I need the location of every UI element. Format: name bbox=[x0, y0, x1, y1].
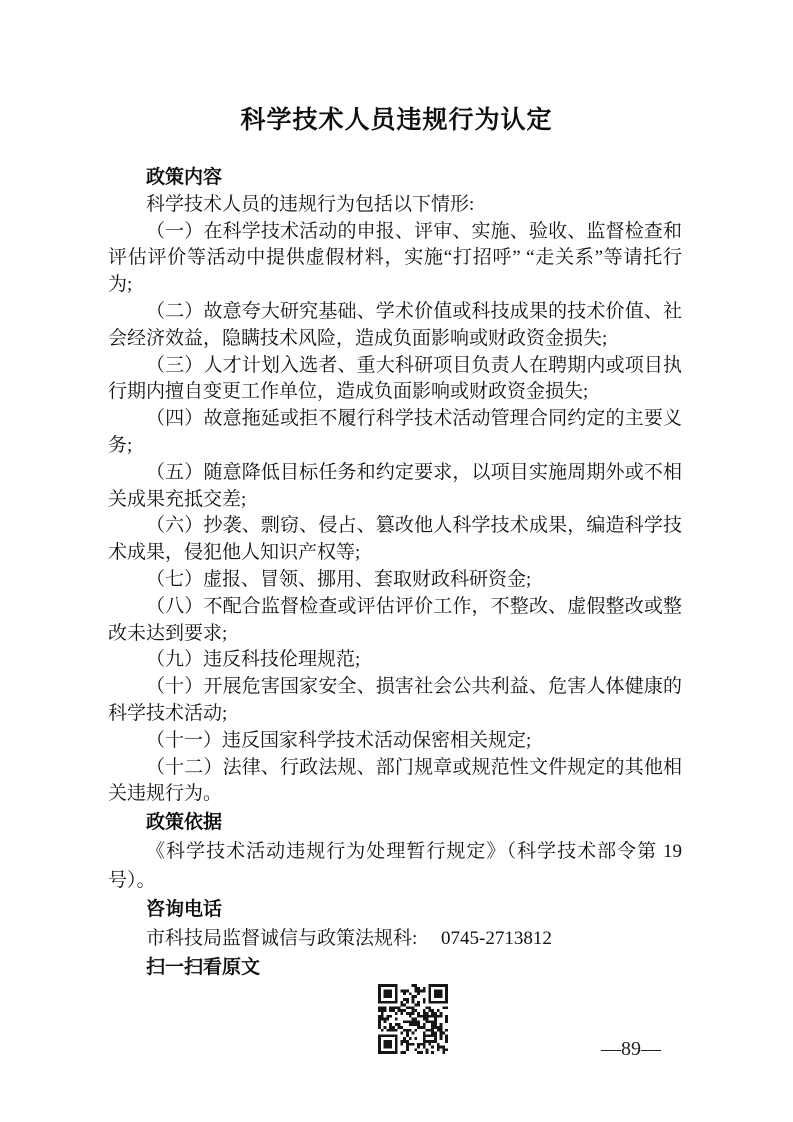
section-heading-policy-basis: 政策依据 bbox=[146, 812, 223, 834]
policy-item-2: （二）故意夸大研究基础、学术价值或科技成果的技术价值、社会经济效益，隐瞒技术风险，造成负面影响或财政资金损失; bbox=[108, 300, 682, 349]
section-heading-policy-content: 政策内容 bbox=[146, 167, 223, 188]
policy-item-1: （一）在科学技术活动的申报、评审、实施、验收、监督检查和评估评价等活动中提供虚假材料，实施“打招呼” “走关系”等请托行为; bbox=[108, 220, 682, 296]
policy-item-11: （十一）违反国家科学技术活动保密相关规定; bbox=[146, 729, 532, 751]
policy-item-7: （七）虚报、冒领、挪用、套取财政科研资金; bbox=[146, 568, 532, 590]
policy-basis-text: 《科学技术活动违规行为处理暂行规定》（科学技术部令第 19 号）。 bbox=[108, 841, 682, 892]
document-body bbox=[108, 165, 682, 1055]
policy-item-9: （九）违反科技伦理规范; bbox=[146, 649, 361, 671]
contact-phone-line: 市科技局监督诚信与政策法规科: 0745-2713812 bbox=[146, 928, 552, 950]
policy-item-5: （五）随意降低目标任务和约定要求，以项目实施周期外或不相关成果充抵交差; bbox=[108, 461, 682, 510]
policy-item-6: （六）抄袭、剽窃、侵占、篡改他人科学技术成果，编造科学技术成果，侵犯他人知识产权等; bbox=[108, 515, 682, 564]
policy-intro: 科学技术人员的违规行为包括以下情形: bbox=[146, 193, 475, 215]
policy-item-3: （三）人才计划入选者、重大科研项目负责人在聘期内或项目执行期内擅自变更工作单位，造成负面影响或财政资金损失; bbox=[108, 354, 682, 403]
page-title: 科学技术人员违规行为认定 bbox=[240, 107, 553, 134]
policy-item-10: （十）开展危害国家安全、损害社会公共利益、危害人体健康的科学技术活动; bbox=[108, 676, 682, 724]
bottom-section bbox=[108, 808, 682, 982]
section-heading-contact: 咨询电话 bbox=[146, 899, 223, 921]
policy-item-12: （十二）法律、行政法规、部门规章或规范性文件规定的其他相关违规行为。 bbox=[108, 756, 682, 805]
qr-code bbox=[378, 983, 448, 1055]
section-heading-scan: 扫一扫看原文 bbox=[146, 957, 261, 979]
page-number: —89— bbox=[601, 1038, 661, 1060]
policy-item-4: （四）故意拖延或拒不履行科学技术活动管理合同约定的主要义务; bbox=[108, 408, 682, 456]
policy-item-8: （八）不配合监督检查或评估评价工作，不整改、虚假整改或整改未达到要求; bbox=[108, 595, 682, 644]
